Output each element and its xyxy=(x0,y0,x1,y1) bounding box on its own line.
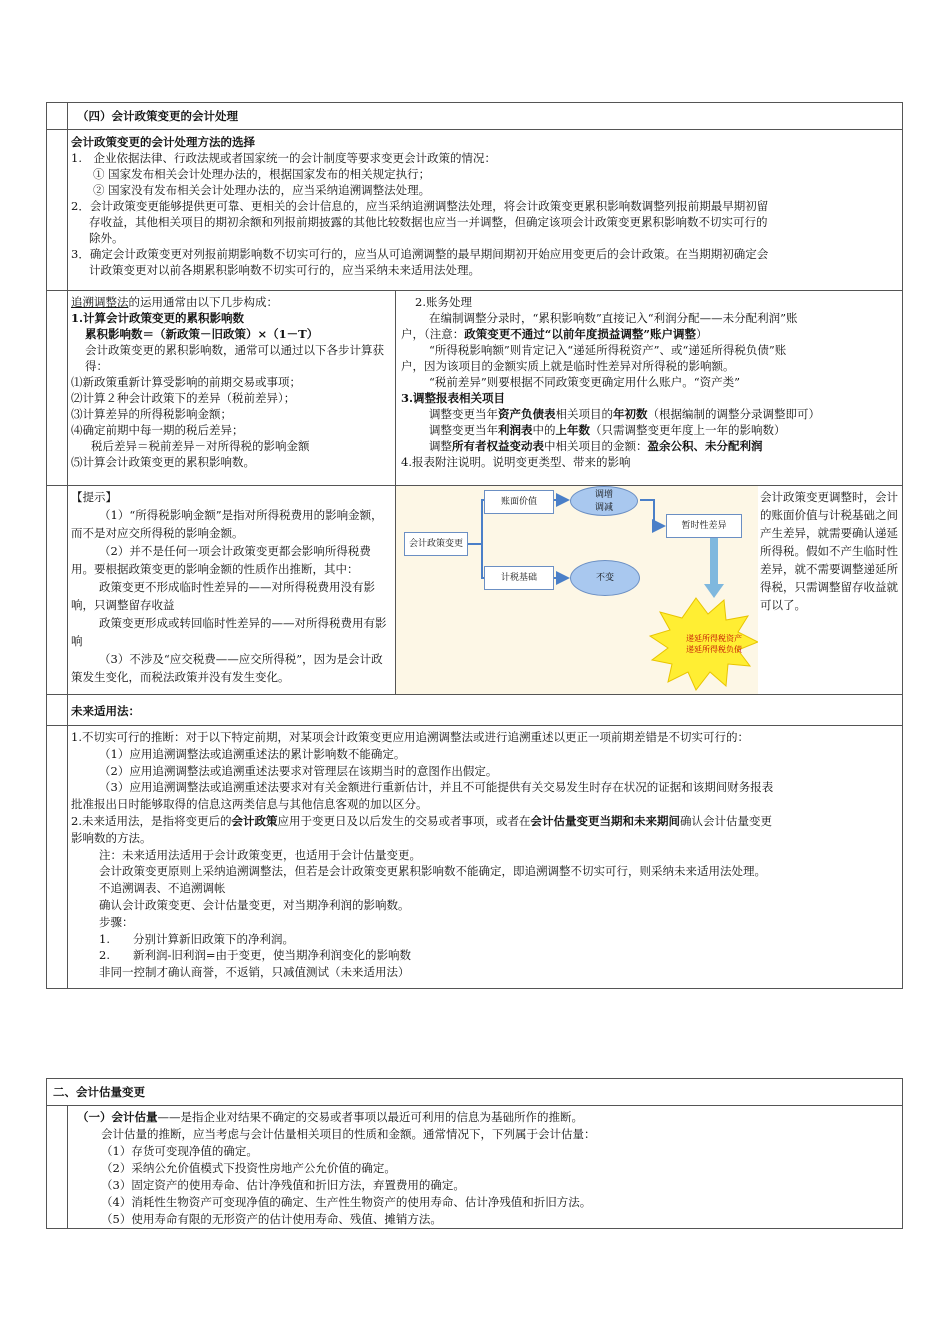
t-bold: 会计政策 xyxy=(231,813,278,828)
section-title-cell xyxy=(67,103,902,129)
estimate-item-1: （1）存货可变现净值的确定。 xyxy=(101,1144,258,1158)
future-1: 1.不切实可行的推断：对于以下特定前期，对某项会计政策变更应用追溯调整法或进行追溯重述以更正一项前期差错是不切实可行的： xyxy=(71,730,749,744)
step3-line2 xyxy=(401,422,898,438)
step2-note-bold: 政策变更不通过“以前年度损益调整”账户调整 xyxy=(464,327,696,341)
retro-intro-rest: 的运用通常由以下几步构成： xyxy=(128,295,278,309)
retro-row xyxy=(47,290,902,485)
tip-2a: 政策变更不形成临时性差异的——对所得税费用没有影响，只调整留存收益 xyxy=(71,580,375,612)
left-gutter xyxy=(47,695,68,725)
side-note: 会计政策变更调整时，会计的账面价值与计税基础之间产生差异，就需要确认递延所得税。假如不产生临时性差异，就不需要调整递延所得税，只需调整留存收益就可以了。 xyxy=(760,490,898,612)
t: 中的 xyxy=(532,423,556,437)
t: 应用于变更日及以后发生的交易或者事项，或者在 xyxy=(277,813,531,828)
estimate-title: 二、会计估量变更 xyxy=(53,1085,145,1099)
future-note: 注：未来适用法适用于会计政策变更，也适用于会计估量变更。 xyxy=(99,847,421,862)
method-2-line3: 除外。 xyxy=(89,231,124,245)
t: 确认会计估量变更 xyxy=(679,813,772,828)
step1-item4: ⑷确定前期中每一期的税后差异； xyxy=(71,423,244,437)
method-2-line1: 2．会计政策变更能够提供更可靠、更相关的会计信息的，应当采纳追溯调整法处理，将会计政策变更累积影响数调整列报前期最早期初留 xyxy=(71,199,769,213)
ellipse-unchanged: 不变 xyxy=(570,560,640,596)
step2-line1: 在编制调整分录时，“累积影响数”直接记入“利润分配——未分配利润”账 xyxy=(429,311,798,325)
step2-line5: “税前差异”则要根据不同政策变更确定用什么账户。“资产类” xyxy=(429,375,741,389)
ellipse-text-1: 调增 xyxy=(594,490,613,500)
t-bold: 会计估量变更当期和未来期间 xyxy=(530,813,680,828)
estimate-item-3: （3）固定资产的使用寿命、估计净残值和折旧方法，弃置费用的确定。 xyxy=(101,1178,465,1192)
tips-heading: 【提示】 xyxy=(71,490,117,504)
future-heading: 未来适用法： xyxy=(71,704,140,718)
step3-line1 xyxy=(401,406,898,422)
estimate-item-4: （4）消耗性生物资产可变现净值的确定、生产性生物资产的使用寿命、估计净残值和折旧方法。 xyxy=(101,1195,592,1209)
future-goodwill: 非同一控制才确认商誉，不返销，只减值测试（未来适用法） xyxy=(99,965,410,980)
step2-line2 xyxy=(401,326,898,342)
estimate-title-cell xyxy=(47,1079,902,1105)
future-1-3-cont: 批准报出日时能够取得的信息这两类信息与其他信息客观的加以区分。 xyxy=(71,797,428,812)
future-principle: 会计政策变更原则上采纳追溯调整法，但若是会计政策变更累积影响数不能确定，即追溯调整不切实可行，则采纳未来适用法处理。 xyxy=(99,864,766,879)
methods-heading: 会计政策变更的会计处理方法的选择 xyxy=(71,135,255,149)
t: 2.未来适用法，是指将变更后的 xyxy=(71,813,232,828)
method-2-line2: 存收益，其他相关项目的期初余额和列报前期披露的其他比较数据也应当一并调整，但确定该项会计政策变更累积影响数不切实可行的 xyxy=(89,215,768,229)
future-body-row xyxy=(47,725,902,989)
t-bold: 所有者权益变动表 xyxy=(452,439,544,453)
estimate-item-2: （2）采纳公允价值模式下投资性房地产公允价值的确定。 xyxy=(101,1161,396,1175)
method-1: 1. 企业依据法律、行政法规或者国家统一的会计制度等要求变更会计政策的情况： xyxy=(71,151,496,165)
retro-intro xyxy=(71,294,391,310)
side-note-cell xyxy=(758,486,902,694)
step1-heading: 1.计算会计政策变更的累积影响数 xyxy=(71,311,245,325)
estimate-def xyxy=(71,1109,898,1126)
method-1b: ② 国家没有发布相关会计处理办法的，应当采纳追溯调整法处理。 xyxy=(93,183,431,197)
t: 调整变更当年 xyxy=(429,407,498,421)
step4: 4.报表附注说明。说明变更类型、带来的影响 xyxy=(401,455,631,469)
method-1a: ① 国家发布相关会计处理办法的，根据国家发布的相关规定执行； xyxy=(93,167,431,181)
left-gutter xyxy=(47,130,68,290)
estimate-change-table xyxy=(46,1078,903,1229)
step3-heading: 3.调整报表相关项目 xyxy=(401,391,506,405)
section-title: （四）会计政策变更的会计处理 xyxy=(77,109,238,123)
left-gutter xyxy=(47,726,68,989)
step2-heading: 2.账务处理 xyxy=(415,295,472,309)
left-gutter xyxy=(47,291,68,485)
tip-2: （2）并不是任何一项会计政策变更都会影响所得税费用。要根据政策变更的影响金额的性质作出推断，其中： xyxy=(71,544,371,576)
left-gutter xyxy=(47,103,68,129)
step1-item5: ⑸计算会计政策变更的累积影响数。 xyxy=(71,455,255,469)
t: 中相关项目的金额： xyxy=(544,439,648,453)
future-heading-cell xyxy=(67,695,902,725)
methods-cell xyxy=(67,130,902,290)
future-step-2: 2. 新利润-旧利润=由于变更，使当期净利润变化的影响数 xyxy=(99,948,411,963)
future-body-cell xyxy=(67,726,902,989)
ellipse-text-2: 调减 xyxy=(594,503,613,513)
estimate-body-row xyxy=(47,1105,902,1229)
method-3-line1: 3．确定会计政策变更对列报前期影响数不切实可行的，应当从可追溯调整的最早期间期初开始应用变更后的会计政策。在当期期初确定会 xyxy=(71,247,769,261)
future-1-2: （2）应用追溯调整法或追溯重述法要求对管理层在该期当时的意图作出假定。 xyxy=(99,763,498,778)
t-bold: 上年数 xyxy=(555,423,590,437)
section-title-row xyxy=(47,103,902,129)
future-1-1: （1）应用追溯调整法或追溯重述法的累计影响数不能确定。 xyxy=(99,746,406,761)
method-3-line2: 计政策变更对以前各期累积影响数不切实可行的，应当采纳未来适用法处理。 xyxy=(89,263,480,277)
left-gutter xyxy=(47,1106,68,1229)
box-tax-base: 计税基础 xyxy=(484,566,554,590)
retro-intro-term: 追溯调整法 xyxy=(71,295,129,309)
connector-bottom xyxy=(468,544,484,578)
step2-line3: “所得税影响额”则肯定记入“递延所得税资产”、或“递延所得税负债”账 xyxy=(429,343,787,357)
policy-change-table xyxy=(46,102,903,989)
step1-item1: ⑴新政策重新计算受影响的前期交易或事项； xyxy=(71,375,301,389)
t-bold: 盈余公积、未分配利润 xyxy=(647,439,763,453)
step2-line4: 户，因为该项目的金额实质上就是临时性差异对所得税的影响额。 xyxy=(401,359,735,373)
box-temp-difference: 暂时性差异 xyxy=(666,514,742,538)
step1-item2: ⑵计算２种会计政策下的差异（税前差异）； xyxy=(71,391,296,405)
estimate-def-text: ——是指企业对结果不确定的交易或者事项以最近可利用的信息为基础所作的推断。 xyxy=(157,1110,583,1124)
tip-2b: 政策变更形成或转回临时性差异的——对所得税费用有影响 xyxy=(71,616,387,648)
methods-row xyxy=(47,129,902,290)
step1-formula2: 税后差异＝税前差异－对所得税的影响金额 xyxy=(91,439,310,453)
future-1-3: （3）应用追溯调整法或追溯重述法要求对有关金额进行重新估计，并且不可能提供有关交易发生时存在状况的证据和该期间财务报表 xyxy=(99,780,774,795)
t-bold: 资产负债表 xyxy=(498,407,556,421)
step2-note-suffix: ） xyxy=(695,327,708,341)
future-steps: 步骤： xyxy=(99,914,134,929)
formula: 累积影响数＝（新政策－旧政策）×（1－T） xyxy=(85,327,319,341)
t: 调整变更当年 xyxy=(429,423,498,437)
tips-cell xyxy=(67,486,395,694)
tip-1: （1）“所得税影响金额”是指对所得税费用的影响金额，而不是对应交所得税的影响金额。 xyxy=(71,508,383,540)
estimate-intro: 会计估量的推断，应当考虑与会计估量相关项目的性质和金额。通常情况下，下列属于会计估量： xyxy=(101,1127,596,1141)
estimate-title-row xyxy=(47,1079,902,1105)
retro-steps-cell xyxy=(67,291,395,485)
tip-3: （3）不涉及“应交税费——应交所得税”，因为是会计政策发生变化，而税法政策并没有发生变化。 xyxy=(71,652,383,684)
t: 调整 xyxy=(429,439,452,453)
estimate-body-cell xyxy=(67,1106,902,1229)
future-no-retro: 不追溯调表、不追溯调帐 xyxy=(99,881,226,896)
tips-row xyxy=(47,485,902,694)
arrow-down-head xyxy=(704,584,724,598)
future-heading-row xyxy=(47,694,902,725)
step2-note-prefix: 户，（注意： xyxy=(401,327,465,341)
future-2 xyxy=(71,813,898,830)
star-text-1: 递延所得税资产 xyxy=(686,634,742,643)
step1-desc: 会计政策变更的累积影响数，通常可以通过以下各步计算获得： xyxy=(85,343,384,373)
box-book-value: 账面价值 xyxy=(484,490,554,514)
star-text xyxy=(662,633,766,655)
step1-item3: ⑶计算差异的所得税影响金额； xyxy=(71,407,232,421)
estimate-item-5: （5）使用寿命有限的无形资产的估计使用寿命、残值、摊销方法。 xyxy=(101,1212,442,1226)
arrow-to-difference xyxy=(640,500,664,526)
estimate-term: （一）会计估量 xyxy=(77,1110,158,1124)
retro-accounting-cell xyxy=(395,291,902,485)
connector-top xyxy=(468,500,484,544)
future-2-cont: 影响数的方法。 xyxy=(71,830,152,845)
future-step-1: 1. 分别计算新旧政策下的净利润。 xyxy=(99,931,294,946)
future-confirm: 确认会计政策变更、会计估量变更，对当期净利润的影响数。 xyxy=(99,897,410,912)
tax-difference-diagram xyxy=(396,486,758,694)
t-bold: 利润表 xyxy=(498,423,533,437)
left-gutter xyxy=(47,486,68,694)
t: （只需调整变更年度上一年的影响数） xyxy=(590,423,786,437)
ellipse-increase-decrease xyxy=(570,486,638,516)
step3-line3 xyxy=(401,438,898,454)
t: 相关项目的 xyxy=(555,407,613,421)
box-policy-change: 会计政策变更 xyxy=(404,532,468,556)
t-bold: 年初数 xyxy=(613,407,648,421)
star-text-2: 递延所得税负债 xyxy=(686,645,742,654)
t: （根据编制的调整分录调整即可） xyxy=(647,407,820,421)
